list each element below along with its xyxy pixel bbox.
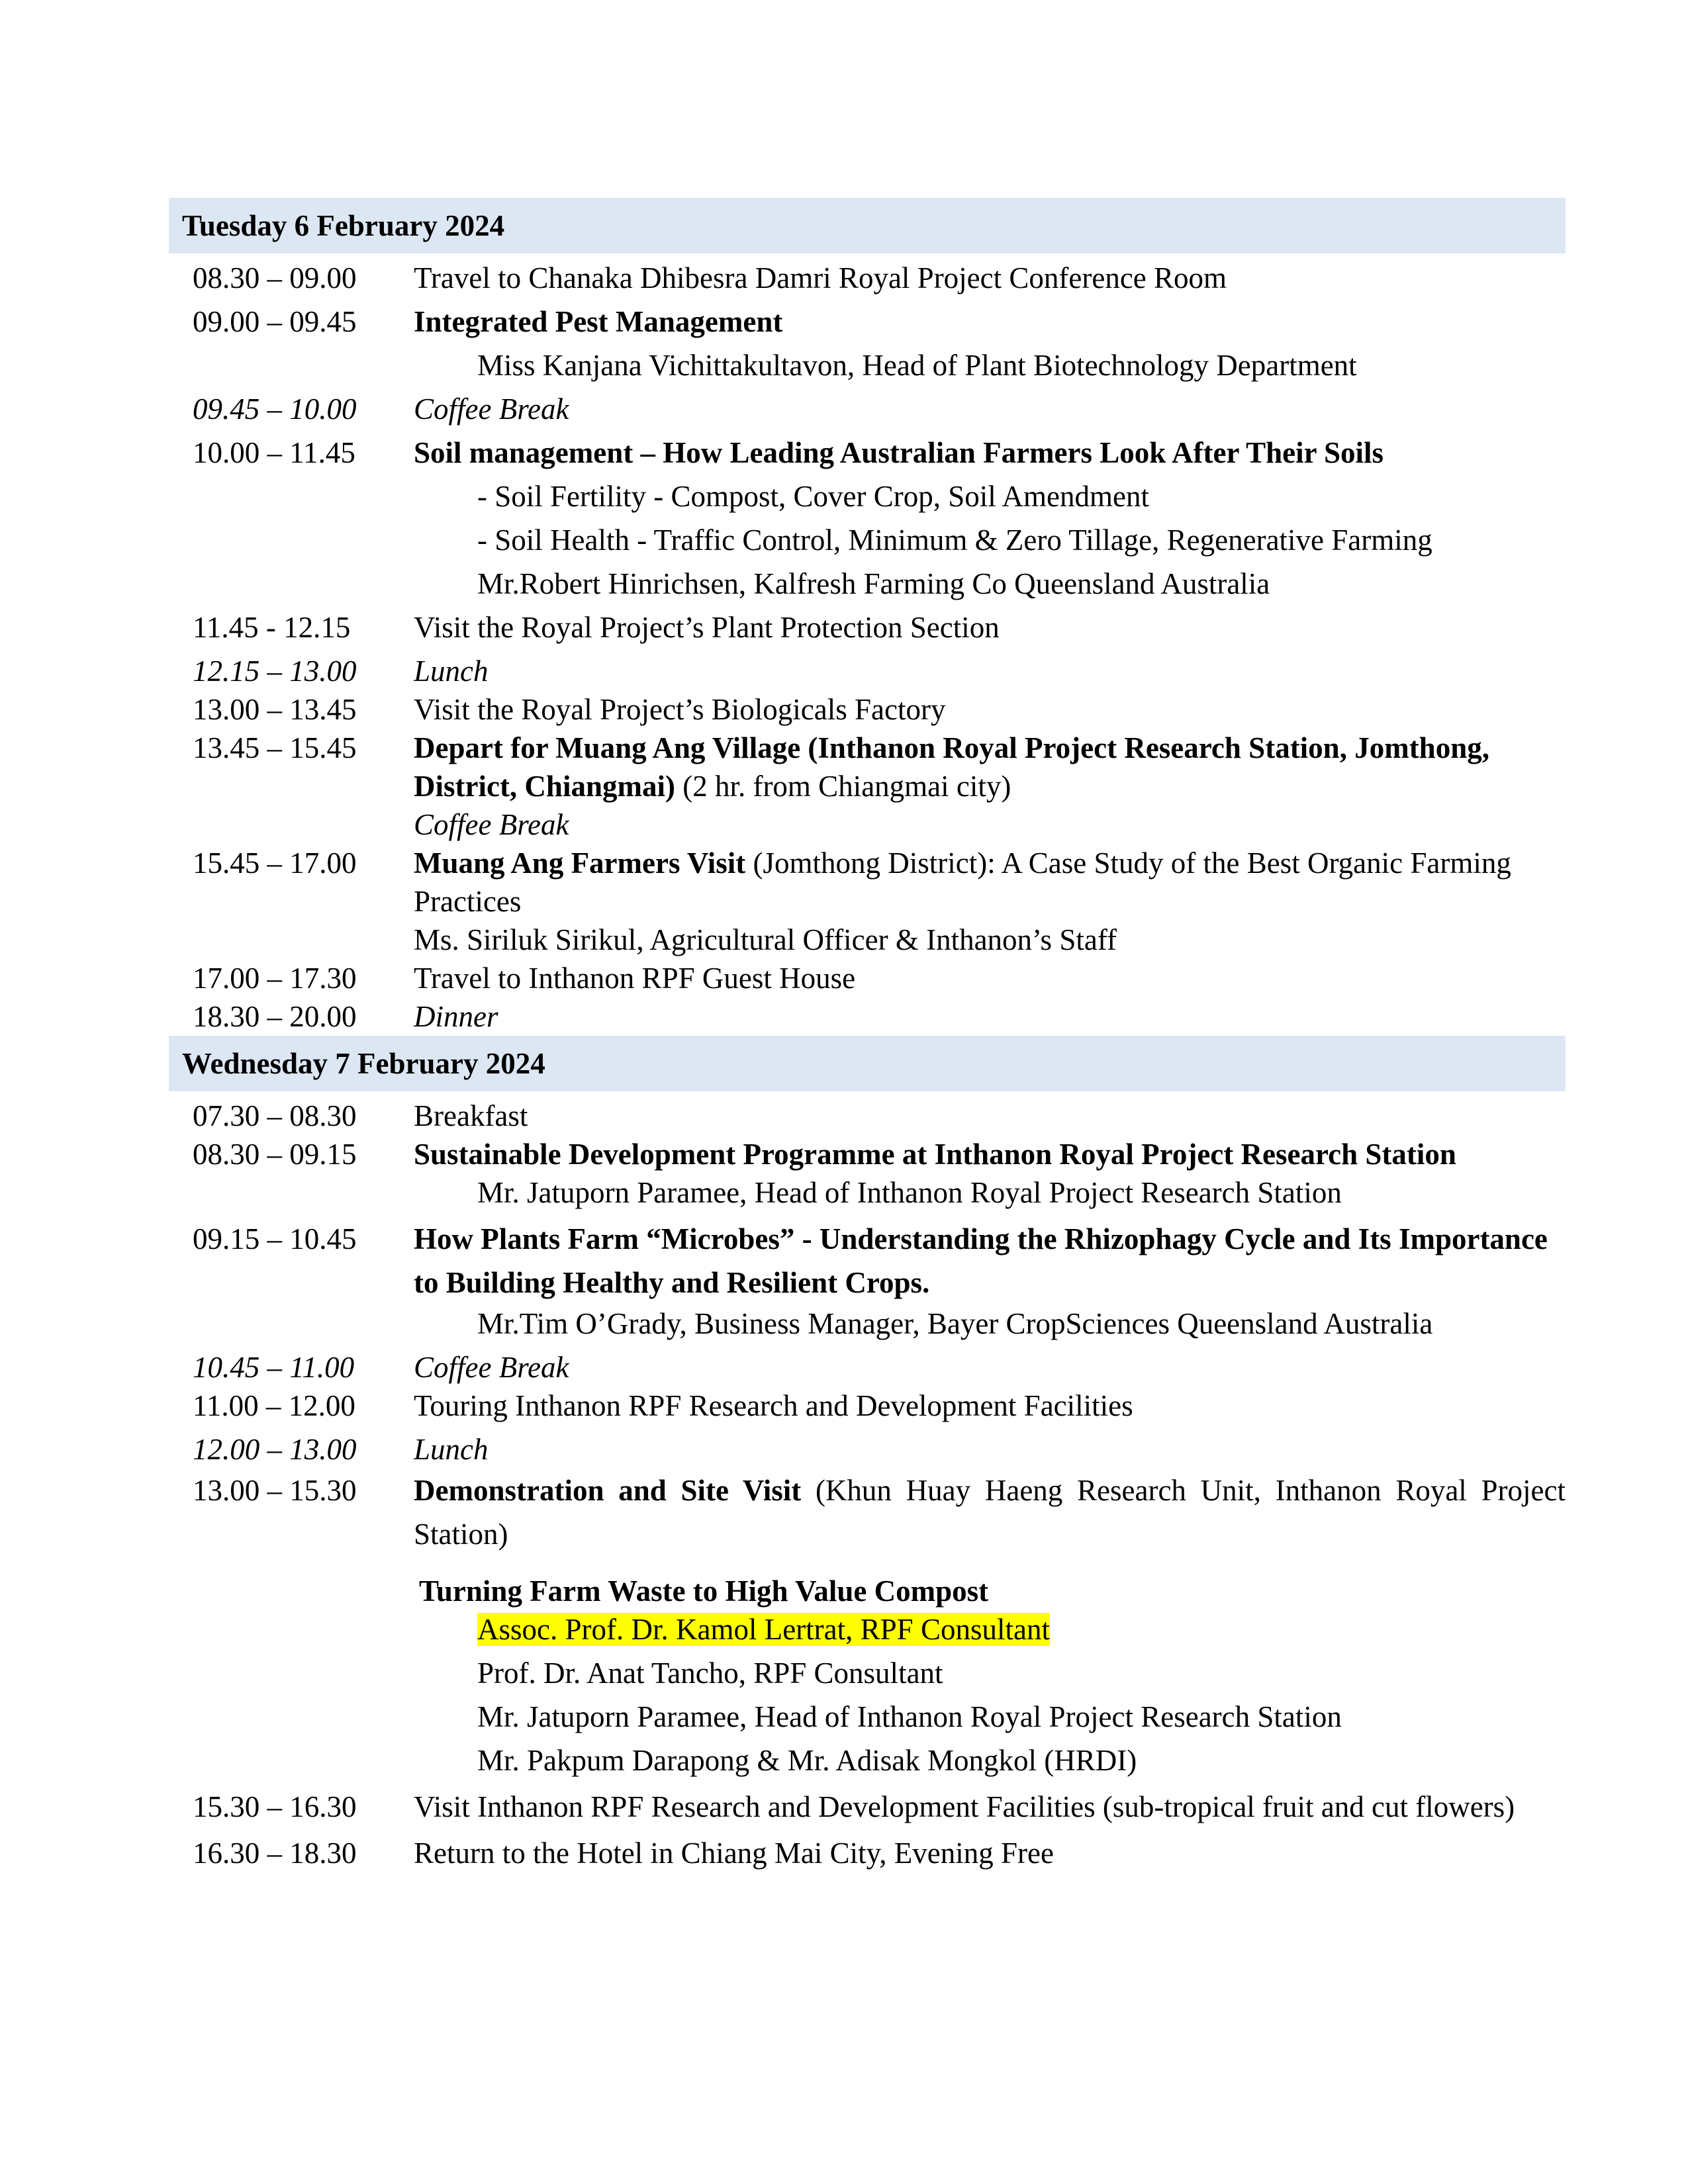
row-activity: Coffee Break xyxy=(414,392,569,426)
agenda-row-break xyxy=(169,1430,1566,1469)
agenda-row xyxy=(169,997,1566,1036)
agenda-row xyxy=(169,433,1566,472)
agenda-row-break xyxy=(169,1348,1566,1387)
row-time: 18.30 – 20.00 xyxy=(193,1000,357,1033)
day-header-title: Tuesday 6 February 2024 xyxy=(182,209,505,242)
row-activity xyxy=(414,1469,1566,1556)
row-time: 15.30 – 16.30 xyxy=(193,1790,357,1823)
row-speaker: Prof. Dr. Anat Tancho, RPF Consultant xyxy=(477,1657,943,1690)
agenda-row xyxy=(169,1387,1566,1425)
agenda-row xyxy=(169,1173,1566,1212)
row-time: 09.00 – 09.45 xyxy=(193,305,357,338)
row-activity: Dinner xyxy=(414,1000,498,1033)
agenda-row xyxy=(169,1469,1566,1556)
agenda-row xyxy=(169,729,1566,805)
agenda-row xyxy=(169,959,1566,997)
agenda-row-break xyxy=(169,652,1566,690)
agenda-row xyxy=(169,346,1566,385)
agenda-row xyxy=(169,1217,1566,1304)
row-session-title: How Plants Farm “Microbes” - Understanding the Rhizophagy Cycle and Its Importance to Building Healthy and Resilient Crops. xyxy=(414,1222,1548,1299)
row-speaker: Mr.Robert Hinrichsen, Kalfresh Farming Co Queensland Australia xyxy=(477,567,1270,600)
agenda-row xyxy=(169,844,1566,921)
row-time: 09.45 – 10.00 xyxy=(193,392,357,426)
row-time: 17.00 – 17.30 xyxy=(193,962,357,995)
row-session-note: (Jomthong District): A Case Study of the Best Organic Farming Practices xyxy=(414,846,1511,918)
row-session-title: Muang Ang Farmers Visit xyxy=(414,846,746,880)
row-time: 13.00 – 13.45 xyxy=(193,693,357,726)
row-activity: Travel to Inthanon RPF Guest House xyxy=(414,962,856,995)
agenda-row xyxy=(169,1097,1566,1135)
row-time: 11.45 - 12.15 xyxy=(193,611,351,644)
agenda-row xyxy=(169,1304,1566,1343)
row-speaker: Mr. Pakpum Darapong & Mr. Adisak Mongkol (HRDI) xyxy=(477,1744,1137,1777)
row-time: 08.30 – 09.15 xyxy=(193,1138,357,1171)
row-time: 11.00 – 12.00 xyxy=(193,1389,355,1422)
row-activity: Coffee Break xyxy=(414,1351,569,1384)
row-speaker: Mr. Jatuporn Paramee, Head of Inthanon Royal Project Research Station xyxy=(477,1176,1342,1209)
row-time: 10.45 – 11.00 xyxy=(193,1351,355,1384)
agenda-row xyxy=(169,608,1566,647)
agenda-row xyxy=(169,565,1566,603)
row-activity xyxy=(414,729,1566,805)
agenda-page xyxy=(169,198,1566,1872)
row-session-title: Soil management – How Leading Australian Farmers Look After Their Soils xyxy=(414,436,1384,469)
day-header-wednesday xyxy=(169,1036,1566,1091)
highlighted-speaker: Assoc. Prof. Dr. Kamol Lertrat, RPF Consultant xyxy=(477,1613,1050,1646)
row-bullet: - Soil Health - Traffic Control, Minimum & Zero Tillage, Regenerative Farming xyxy=(477,523,1432,557)
agenda-row xyxy=(169,1572,1566,1610)
agenda-row xyxy=(169,1654,1566,1692)
row-bullet: - Soil Fertility - Compost, Cover Crop, Soil Amendment xyxy=(477,480,1150,513)
agenda-row xyxy=(169,521,1566,559)
row-activity: Return to the Hotel in Chiang Mai City, Evening Free xyxy=(414,1837,1054,1870)
row-time: 13.00 – 15.30 xyxy=(193,1474,357,1507)
row-time: 16.30 – 18.30 xyxy=(193,1837,357,1870)
agenda-row xyxy=(169,477,1566,516)
row-time: 07.30 – 08.30 xyxy=(193,1099,357,1132)
row-activity: Visit Inthanon RPF Research and Development Facilities (sub-tropical fruit and cut flowers) xyxy=(414,1790,1515,1823)
row-time: 10.00 – 11.45 xyxy=(193,436,355,469)
agenda-row xyxy=(169,921,1566,959)
row-time: 09.15 – 10.45 xyxy=(193,1222,357,1255)
row-activity: Visit the Royal Project’s Biologicals Factory xyxy=(414,693,946,726)
agenda-row xyxy=(169,259,1566,297)
agenda-row xyxy=(169,302,1566,341)
row-session-title: Turning Farm Waste to High Value Compost xyxy=(419,1574,989,1608)
row-time: 12.15 – 13.00 xyxy=(193,655,357,688)
row-activity xyxy=(414,844,1566,921)
row-session-note: (2 hr. from Chiangmai city) xyxy=(675,770,1011,803)
row-session-title: Sustainable Development Programme at Inthanon Royal Project Research Station xyxy=(414,1138,1456,1171)
row-speaker xyxy=(414,1610,1566,1649)
row-session-note: (Khun Huay Haeng Research Unit, Inthanon Royal Project Station) xyxy=(414,1474,1566,1551)
row-activity: Lunch xyxy=(414,655,489,688)
row-speaker: Ms. Siriluk Sirikul, Agricultural Officer & Inthanon’s Staff xyxy=(414,923,1117,956)
agenda-row xyxy=(169,690,1566,729)
row-speaker: Mr.Tim O’Grady, Business Manager, Bayer CropSciences Queensland Australia xyxy=(477,1307,1433,1340)
day-header-title: Wednesday 7 February 2024 xyxy=(182,1047,545,1080)
row-time: 08.30 – 09.00 xyxy=(193,261,357,295)
agenda-row xyxy=(169,1698,1566,1736)
agenda-row xyxy=(169,1785,1566,1829)
agenda-row-break xyxy=(169,390,1566,428)
agenda-row xyxy=(169,1135,1566,1173)
row-time: 13.45 – 15.45 xyxy=(193,731,357,764)
row-session-title: Demonstration and Site Visit xyxy=(414,1474,802,1507)
row-activity: Touring Inthanon RPF Research and Development Facilities xyxy=(414,1389,1133,1422)
row-activity: Lunch xyxy=(414,1433,489,1466)
row-activity: Coffee Break xyxy=(414,808,569,841)
row-session-title: Depart for Muang Ang Village (Inthanon Royal Project Research Station, Jomthong, District, Chiangmai) xyxy=(414,731,1489,803)
agenda-row-break xyxy=(169,805,1566,844)
agenda-row xyxy=(169,1741,1566,1780)
agenda-row xyxy=(169,1610,1566,1649)
day-header-tuesday xyxy=(169,198,1566,253)
row-speaker: Miss Kanjana Vichittakultavon, Head of Plant Biotechnology Department xyxy=(477,349,1357,382)
row-activity: Visit the Royal Project’s Plant Protection Section xyxy=(414,611,1000,644)
row-time: 15.45 – 17.00 xyxy=(193,846,357,880)
row-speaker: Mr. Jatuporn Paramee, Head of Inthanon Royal Project Research Station xyxy=(477,1700,1342,1733)
row-session-title: Integrated Pest Management xyxy=(414,305,783,338)
row-activity: Breakfast xyxy=(414,1099,528,1132)
row-time: 12.00 – 13.00 xyxy=(193,1433,357,1466)
row-activity: Travel to Chanaka Dhibesra Damri Royal Project Conference Room xyxy=(414,261,1227,295)
agenda-row xyxy=(169,1834,1566,1872)
